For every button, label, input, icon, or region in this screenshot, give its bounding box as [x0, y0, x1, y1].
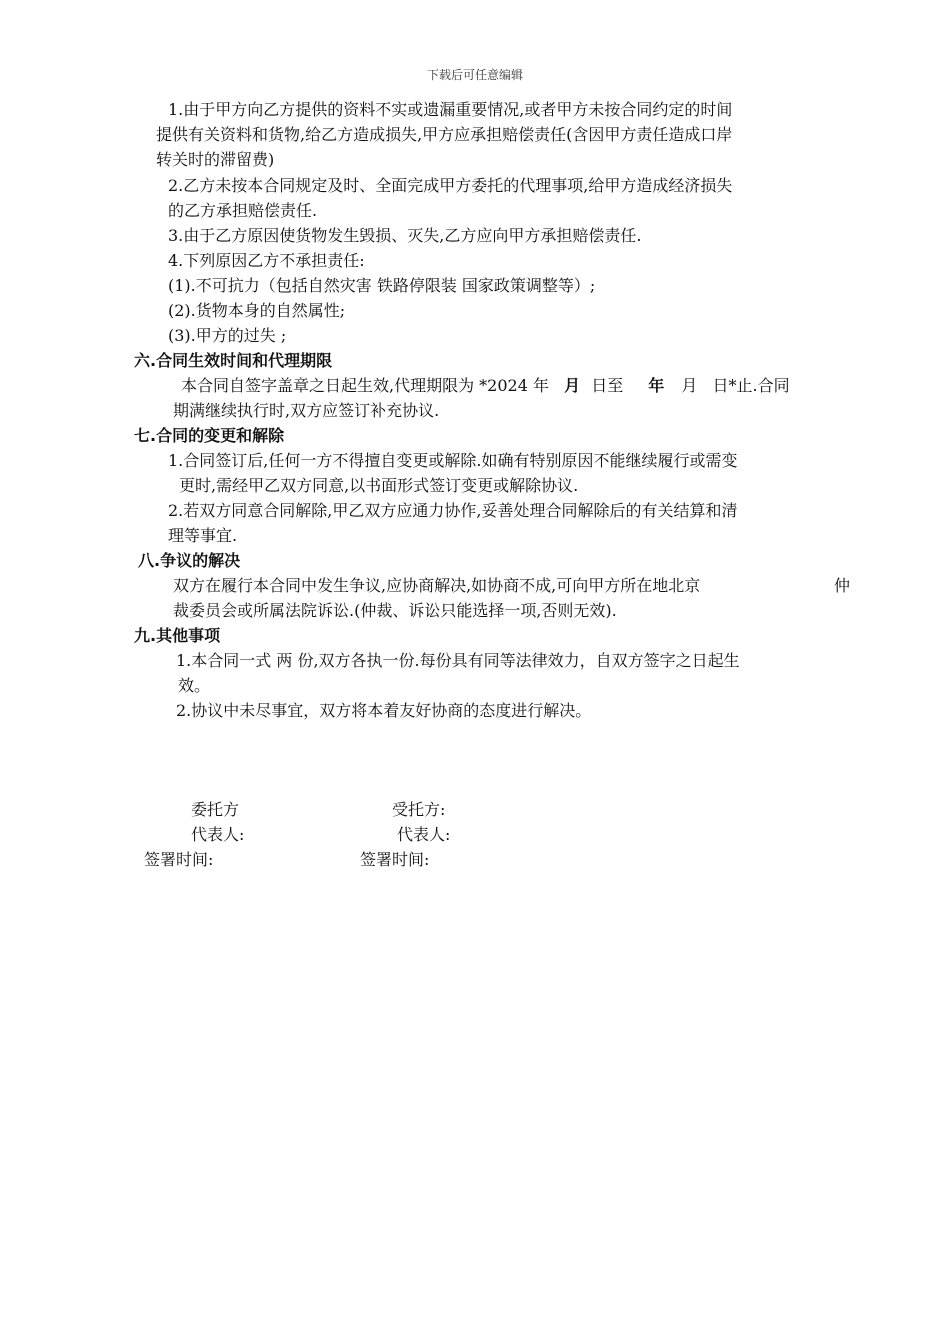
section6-heading: 六.合同生效时间和代理期限 [134, 351, 333, 370]
section8-line1 [173, 576, 850, 596]
agent-sign-date: 签署时间: [360, 850, 430, 869]
section8-heading: 八.争议的解决 [138, 551, 241, 570]
section8-line2: 裁委员会或所属法院诉讼.(仲裁、诉讼只能选择一项,否则无效). [173, 601, 617, 620]
agent-label: 受托方: [392, 800, 446, 819]
section5-item2-line2: 的乙方承担赔偿责任. [168, 201, 318, 220]
section9-heading: 九.其他事项 [134, 626, 221, 645]
client-representative: 代表人: [191, 825, 245, 844]
section5-item1-line1: 1.由于甲方向乙方提供的资料不实或遗漏重要情况,或者甲方未按合同约定的时间 [168, 100, 733, 119]
section7-item1-line2: 更时,需经甲乙双方同意,以书面形式签订变更或解除协议. [179, 476, 579, 495]
section6-line1-year2: 年 [648, 376, 665, 395]
section6-line2: 期满继续执行时,双方应签订补充协议. [173, 401, 440, 420]
section5-item1-line3: 转关时的滞留费) [156, 150, 275, 169]
section7-heading: 七.合同的变更和解除 [134, 426, 285, 445]
section7-item2-line2: 理等事宜. [168, 526, 238, 545]
section7-item2-line1: 2.若双方同意合同解除,甲乙双方应通力协作,妥善处理合同解除后的有关结算和清 [168, 501, 738, 520]
section8-line1-text-a: 双方在履行本合同中发生争议,应协商解决,如协商不成,可向甲方所在地北京 [173, 576, 701, 595]
section8-line1-text-b: 仲 [833, 576, 850, 595]
section6-line1-month1: 月 [564, 376, 581, 395]
client-sign-date: 签署时间: [144, 850, 214, 869]
section5-item1-line2: 提供有关资料和货物,给乙方造成损失,甲方应承担赔偿责任(含因甲方责任造成口岸 [156, 125, 733, 144]
section9-item1-line2: 效。 [178, 676, 211, 695]
section6-line1-text-a: 本合同自签字盖章之日起生效,代理期限为 *2024 年 [181, 376, 549, 395]
section6-line1-text-d: 日*止.合同 [712, 376, 790, 395]
section5-item4: 4.下列原因乙方不承担责任: [168, 251, 365, 270]
section5-item4-sub1: (1).不可抗力（包括自然灾害 铁路停限装 国家政策调整等）; [168, 276, 596, 295]
section5-item4-sub2: (2).货物本身的自然属性; [168, 301, 346, 320]
client-label: 委托方 [191, 800, 240, 819]
section6-line1 [181, 376, 849, 396]
section6-line1-text-c: 月 [681, 376, 698, 395]
section5-item3: 3.由于乙方原因使货物发生毁损、灭失,乙方应向甲方承担赔偿责任. [168, 226, 642, 245]
section9-item1-line1: 1.本合同一式 两 份,双方各执一份.每份具有同等法律效力，自双方签字之日起生 [176, 651, 740, 670]
section6-line1-text-b: 日至 [591, 376, 624, 395]
section7-item1-line1: 1.合同签订后,任何一方不得擅自变更或解除.如确有特别原因不能继续履行或需变 [168, 451, 738, 470]
agent-representative: 代表人: [397, 825, 451, 844]
section5-item4-sub3: (3).甲方的过失 ; [168, 326, 287, 345]
header-note: 下载后可任意编辑 [426, 68, 523, 82]
section9-item2: 2.协议中未尽事宜，双方将本着友好协商的态度进行解决。 [176, 701, 592, 720]
section5-item2-line1: 2.乙方未按本合同规定及时、全面完成甲方委托的代理事项,给甲方造成经济损失 [168, 176, 733, 195]
